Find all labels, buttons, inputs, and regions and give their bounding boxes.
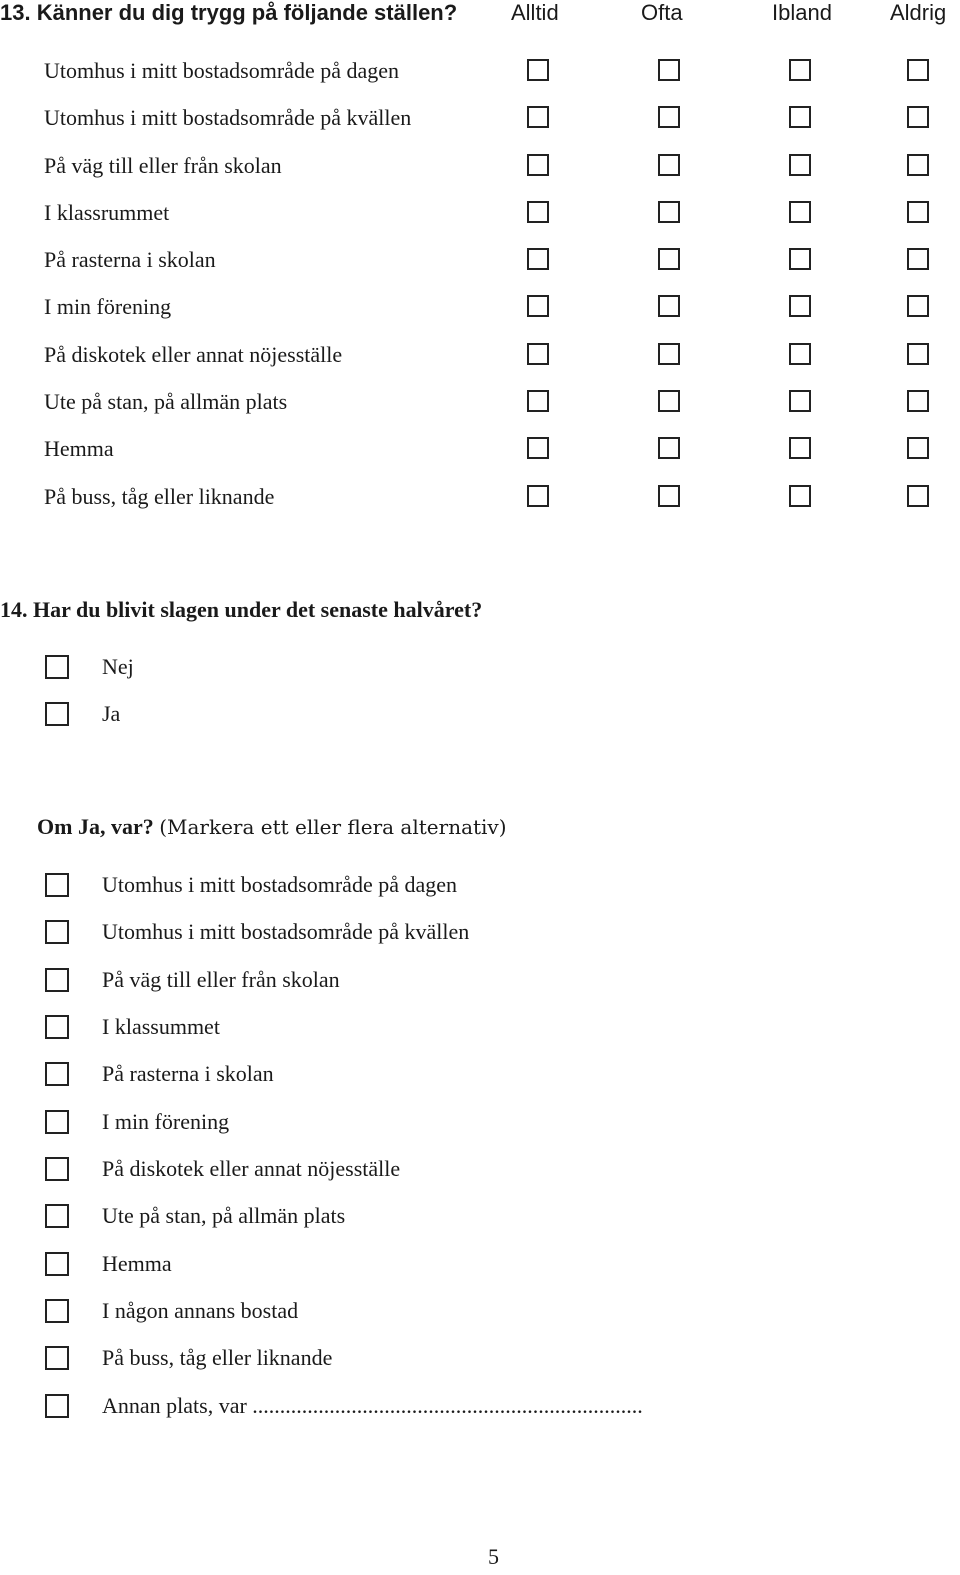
q13-row-label: I klassrummet — [44, 200, 170, 225]
list-item — [0, 1392, 960, 1422]
checkbox-aldrig[interactable] — [907, 154, 929, 176]
checkbox-alltid[interactable] — [527, 154, 549, 176]
checkbox-ofta[interactable] — [658, 343, 680, 365]
followup-heading — [37, 814, 507, 840]
checkbox[interactable] — [45, 873, 69, 897]
checkbox-ibland[interactable] — [789, 295, 811, 317]
checkbox-aldrig[interactable] — [907, 295, 929, 317]
followup-hint: (Markera ett eller flera alternativ) — [159, 815, 507, 839]
checkbox-aldrig[interactable] — [907, 485, 929, 507]
checkbox-alltid[interactable] — [527, 106, 549, 128]
checkbox-ibland[interactable] — [789, 201, 811, 223]
q13-col-ofta: Ofta — [641, 0, 683, 25]
q13-col-alltid: Alltid — [511, 0, 559, 25]
option-label: På väg till eller från skolan — [102, 967, 340, 992]
q13-row — [0, 388, 960, 418]
q13-row-label: På rasterna i skolan — [44, 247, 216, 272]
option-label: Nej — [102, 654, 134, 679]
list-item — [0, 1297, 960, 1327]
option-label-other: Annan plats, var ....................................................................... — [102, 1393, 643, 1418]
list-item — [0, 1060, 960, 1090]
q13-row — [0, 341, 960, 371]
option-label: På diskotek eller annat nöjesställe — [102, 1156, 401, 1181]
checkbox-alltid[interactable] — [527, 248, 549, 270]
q13-row — [0, 104, 960, 134]
checkbox-ofta[interactable] — [658, 248, 680, 270]
checkbox[interactable] — [45, 1299, 69, 1323]
q13-row-label: På diskotek eller annat nöjesställe — [44, 342, 343, 367]
checkbox-ibland[interactable] — [789, 59, 811, 81]
checkbox-alltid[interactable] — [527, 295, 549, 317]
checkbox-ibland[interactable] — [789, 343, 811, 365]
checkbox-aldrig[interactable] — [907, 201, 929, 223]
q13-row — [0, 483, 960, 513]
followup-question: Om Ja, var? — [37, 814, 154, 839]
checkbox-ja[interactable] — [45, 702, 69, 726]
q13-row — [0, 246, 960, 276]
option-label: Ute på stan, på allmän plats — [102, 1203, 346, 1228]
list-item — [0, 871, 960, 901]
checkbox[interactable] — [45, 968, 69, 992]
checkbox[interactable] — [45, 1204, 69, 1228]
checkbox[interactable] — [45, 1015, 69, 1039]
option-label: Ja — [102, 701, 121, 726]
checkbox-ibland[interactable] — [789, 390, 811, 412]
checkbox-aldrig[interactable] — [907, 59, 929, 81]
q13-title: 13. Känner du dig trygg på följande ställen? — [0, 0, 458, 25]
checkbox-aldrig[interactable] — [907, 343, 929, 365]
checkbox-alltid[interactable] — [527, 390, 549, 412]
checkbox-alltid[interactable] — [527, 59, 549, 81]
q13-row-label: Hemma — [44, 436, 114, 461]
option-label: Utomhus i mitt bostadsområde på dagen — [102, 872, 457, 897]
q13-row — [0, 199, 960, 229]
checkbox-ibland[interactable] — [789, 154, 811, 176]
option-label: I någon annans bostad — [102, 1298, 299, 1323]
checkbox[interactable] — [45, 1110, 69, 1134]
checkbox-ibland[interactable] — [789, 248, 811, 270]
checkbox[interactable] — [45, 1394, 69, 1418]
option-label: På buss, tåg eller liknande — [102, 1345, 333, 1370]
q14-option-nej — [0, 653, 960, 683]
checkbox-aldrig[interactable] — [907, 248, 929, 270]
option-label: Utomhus i mitt bostadsområde på kvällen — [102, 919, 470, 944]
list-item — [0, 1344, 960, 1374]
checkbox[interactable] — [45, 1157, 69, 1181]
checkbox-nej[interactable] — [45, 655, 69, 679]
checkbox-ofta[interactable] — [658, 59, 680, 81]
checkbox-alltid[interactable] — [527, 485, 549, 507]
checkbox-ibland[interactable] — [789, 106, 811, 128]
q13-row-label: På buss, tåg eller liknande — [44, 484, 275, 509]
checkbox[interactable] — [45, 1346, 69, 1370]
checkbox-ibland[interactable] — [789, 437, 811, 459]
q13-col-aldrig: Aldrig — [890, 0, 947, 25]
list-item — [0, 1155, 960, 1185]
option-label: Hemma — [102, 1251, 172, 1276]
list-item — [0, 966, 960, 996]
q13-row — [0, 57, 960, 87]
checkbox-ofta[interactable] — [658, 201, 680, 223]
checkbox-ofta[interactable] — [658, 295, 680, 317]
q13-row-label: Utomhus i mitt bostadsområde på kvällen — [44, 105, 412, 130]
page-number: 5 — [488, 1544, 499, 1569]
q13-row-label: På väg till eller från skolan — [44, 153, 282, 178]
checkbox-aldrig[interactable] — [907, 106, 929, 128]
q13-row — [0, 293, 960, 323]
checkbox-ofta[interactable] — [658, 437, 680, 459]
checkbox-ofta[interactable] — [658, 390, 680, 412]
checkbox-ofta[interactable] — [658, 106, 680, 128]
list-item — [0, 918, 960, 948]
q13-row — [0, 152, 960, 182]
checkbox-aldrig[interactable] — [907, 390, 929, 412]
checkbox[interactable] — [45, 1252, 69, 1276]
checkbox[interactable] — [45, 1062, 69, 1086]
option-label: I min förening — [102, 1109, 230, 1134]
checkbox-aldrig[interactable] — [907, 437, 929, 459]
checkbox-alltid[interactable] — [527, 437, 549, 459]
list-item — [0, 1108, 960, 1138]
q14-option-ja — [0, 700, 960, 730]
checkbox[interactable] — [45, 920, 69, 944]
checkbox-alltid[interactable] — [527, 343, 549, 365]
q13-row-label: Utomhus i mitt bostadsområde på dagen — [44, 58, 399, 83]
option-label: På rasterna i skolan — [102, 1061, 274, 1086]
list-item — [0, 1013, 960, 1043]
checkbox-ofta[interactable] — [658, 154, 680, 176]
checkbox-alltid[interactable] — [527, 201, 549, 223]
q13-row-label: I min förening — [44, 294, 172, 319]
q14-title: 14. Har du blivit slagen under det senaste halvåret? — [0, 597, 483, 622]
list-item — [0, 1202, 960, 1232]
list-item — [0, 1250, 960, 1280]
q13-row — [0, 435, 960, 465]
checkbox-ofta[interactable] — [658, 485, 680, 507]
option-label: I klassummet — [102, 1014, 220, 1039]
q13-row-label: Ute på stan, på allmän plats — [44, 389, 288, 414]
checkbox-ibland[interactable] — [789, 485, 811, 507]
q13-col-ibland: Ibland — [772, 0, 832, 25]
